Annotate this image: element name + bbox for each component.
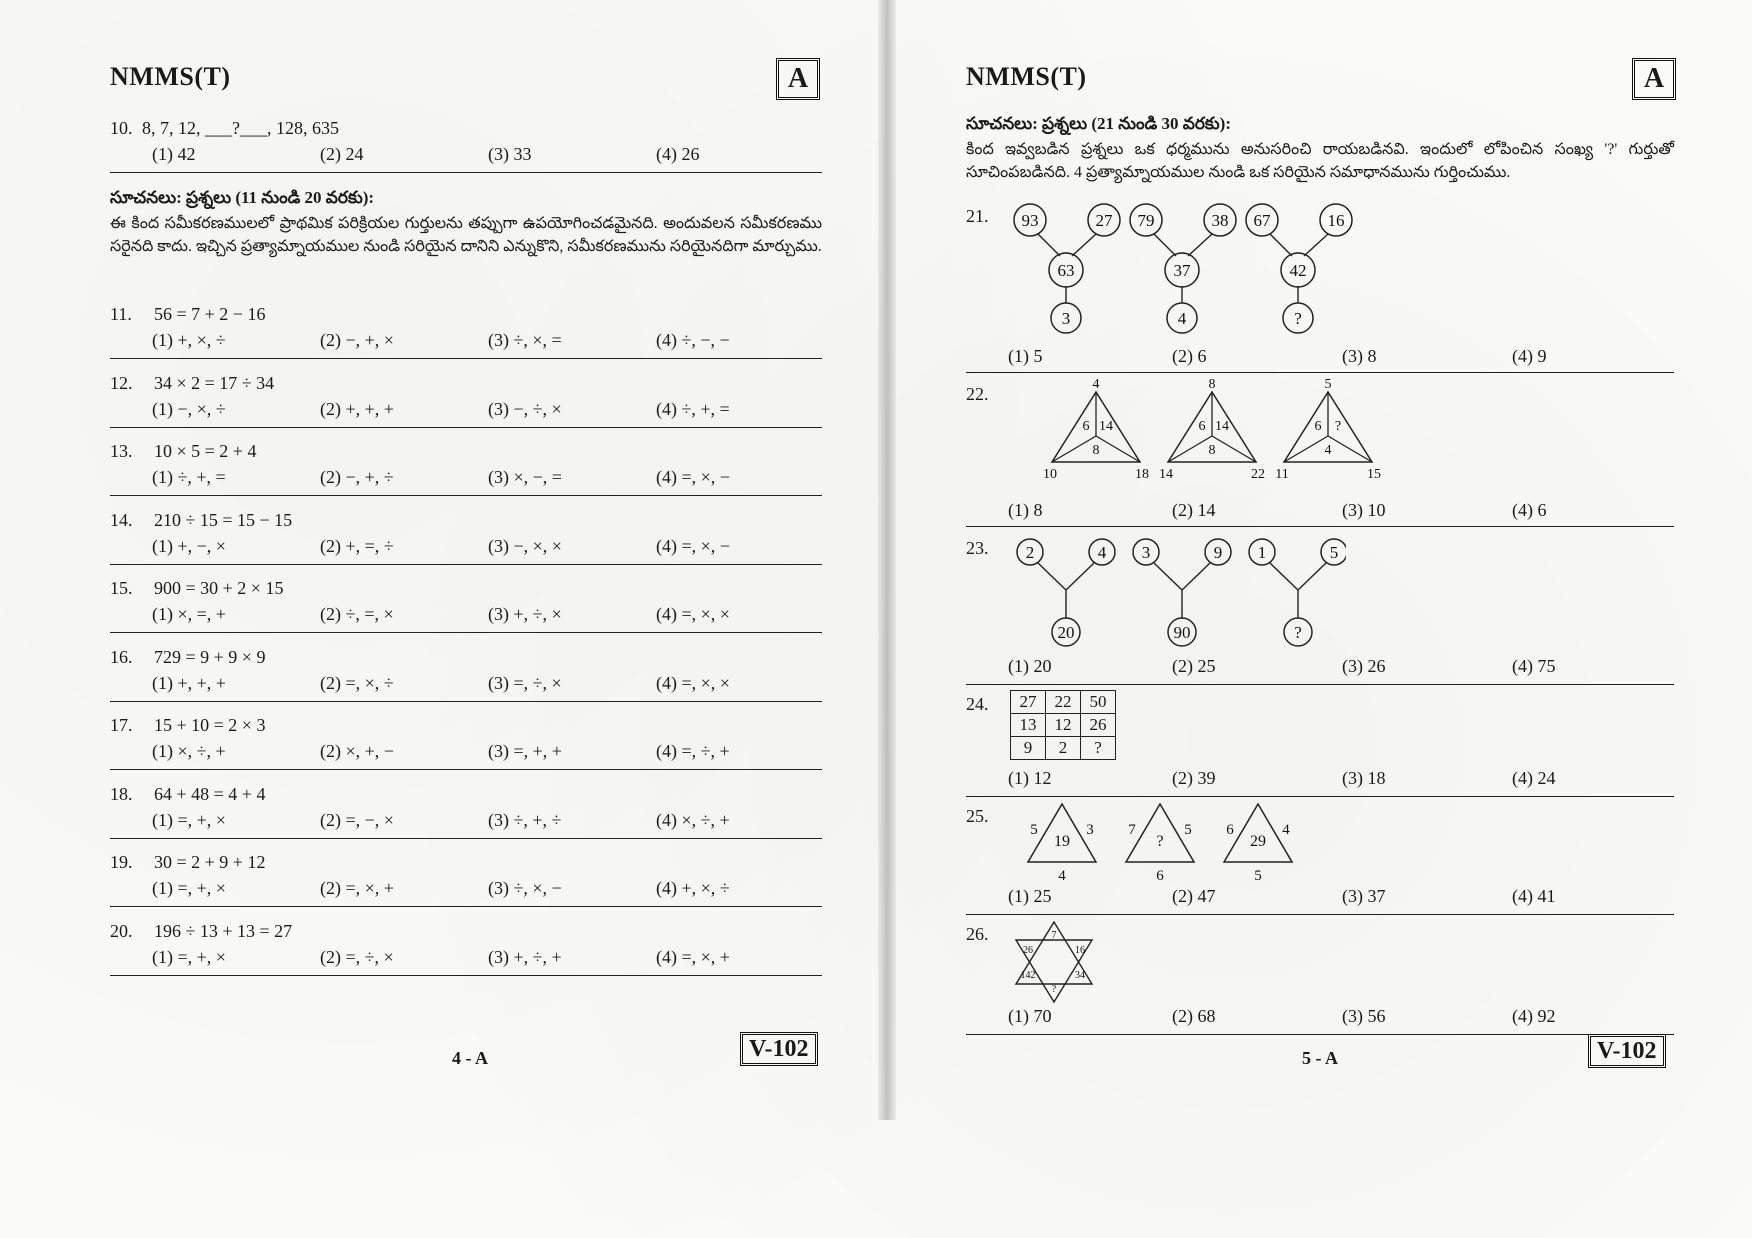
question-number: 19. xyxy=(110,852,133,872)
triangle-right: 3 xyxy=(1086,822,1094,838)
option-4: (4) 9 xyxy=(1512,346,1547,366)
option-2: (2) =, ×, ÷ xyxy=(320,672,394,693)
triangle-base-right: 22 xyxy=(1251,467,1265,482)
option-2: (2) =, ×, + xyxy=(320,878,394,898)
option-1: (1) ×, =, + xyxy=(152,604,226,624)
option-2: (2) 14 xyxy=(1172,500,1216,520)
triangle-right: 4 xyxy=(1282,822,1290,838)
question-24-options xyxy=(1008,768,1716,790)
question-number: 20. xyxy=(110,920,133,941)
question-number: 11. xyxy=(110,304,132,324)
option-2: (2) +, +, + xyxy=(320,398,394,419)
tree-bottom: 20 xyxy=(1057,623,1075,642)
option-1: (1) =, +, × xyxy=(152,946,226,967)
equation-text: 30 = 2 + 9 + 12 xyxy=(154,852,266,872)
tree-bottom: 3 xyxy=(1061,309,1071,328)
set-code-box: A xyxy=(776,58,820,100)
option-4: (4) =, ×, − xyxy=(656,467,730,487)
option-4: (4) 75 xyxy=(1512,656,1556,676)
option-2: (2) 39 xyxy=(1172,768,1216,788)
equation-text: 15 + 10 = 2 × 3 xyxy=(154,715,266,735)
tree-middle: 37 xyxy=(1173,261,1191,280)
option-1: (1) 12 xyxy=(1008,768,1052,788)
question-17-options xyxy=(152,741,864,763)
option-2: (2) 6 xyxy=(1172,346,1207,366)
equation-text: 10 × 5 = 2 + 4 xyxy=(154,441,257,461)
question-20-options xyxy=(152,947,864,969)
option-3: (3) +, ÷, × xyxy=(488,604,562,624)
question-text: 8, 7, 12, ___?___, 128, 635 xyxy=(142,118,339,138)
triangle-inner-bottom: 4 xyxy=(1324,443,1332,458)
question-21-options xyxy=(1008,346,1716,368)
triangle-top: 4 xyxy=(1092,378,1100,392)
tree-right: 9 xyxy=(1213,543,1223,562)
q21-figure xyxy=(1006,198,1386,338)
option-4: (4) =, ×, − xyxy=(656,535,730,556)
connector-line xyxy=(1154,563,1182,590)
triangle-top: 5 xyxy=(1324,378,1332,392)
option-2: (2) −, +, × xyxy=(320,330,394,350)
divider xyxy=(110,769,822,770)
divider xyxy=(110,495,822,496)
question-13-options xyxy=(152,467,864,489)
connector-line xyxy=(1072,234,1096,256)
question-number: 12. xyxy=(110,372,133,393)
inner-line xyxy=(1284,436,1328,462)
tree-top-right: 16 xyxy=(1327,211,1345,230)
triangle-top: 8 xyxy=(1208,378,1216,392)
triangle-left: 6 xyxy=(1314,419,1322,434)
divider xyxy=(110,975,822,976)
question-number: 16. xyxy=(110,646,133,667)
grid-row xyxy=(1011,691,1116,714)
option-1: (1) +, ×, ÷ xyxy=(152,330,226,350)
option-2: (2) 24 xyxy=(320,144,364,164)
option-2: (2) ÷, =, × xyxy=(320,604,394,624)
question-number: 22. xyxy=(966,384,989,404)
instructions-title: సూచనలు: ప్రశ్నలు (11 నుండి 20 వరకు): xyxy=(110,188,375,207)
page-number: 4 - A xyxy=(452,1048,488,1068)
divider xyxy=(966,372,1674,373)
triangle-left: 6 xyxy=(1226,822,1234,838)
option-3: (3) 18 xyxy=(1342,768,1386,788)
option-1: (1) 5 xyxy=(1008,346,1043,366)
connector-line xyxy=(1270,234,1292,256)
q23-figure xyxy=(1006,534,1346,650)
divider xyxy=(110,906,822,907)
question-10-options xyxy=(152,144,864,166)
tree-middle: 42 xyxy=(1289,261,1307,280)
booklet-code: V-102 xyxy=(1588,1034,1666,1068)
question-22-options xyxy=(1008,500,1716,522)
inner-line xyxy=(1212,436,1256,462)
grid-row xyxy=(1011,714,1116,737)
option-4: (4) +, ×, ÷ xyxy=(656,878,730,898)
divider xyxy=(110,632,822,633)
option-4: (4) 24 xyxy=(1512,768,1556,788)
divider xyxy=(966,526,1674,527)
divider xyxy=(110,358,822,359)
question-number: 24. xyxy=(966,694,989,714)
tree-right: 5 xyxy=(1329,543,1339,562)
tree-right: 4 xyxy=(1097,543,1107,562)
divider xyxy=(110,172,822,173)
option-3: (3) =, +, + xyxy=(488,741,562,761)
inner-line xyxy=(1096,436,1140,462)
equation-text: 729 = 9 + 9 × 9 xyxy=(154,646,266,667)
question-number: 25. xyxy=(966,806,989,826)
inner-line xyxy=(1168,436,1212,462)
triangle-bottom: 4 xyxy=(1058,868,1066,884)
option-3: (3) 10 xyxy=(1342,500,1386,520)
option-1: (1) 42 xyxy=(152,144,196,164)
option-2: (2) 68 xyxy=(1172,1006,1216,1026)
option-4: (4) =, ×, + xyxy=(656,946,730,967)
connector-line xyxy=(1188,234,1212,256)
question-26-options xyxy=(1008,1006,1716,1028)
divider xyxy=(966,1034,1674,1035)
option-1: (1) ×, ÷, + xyxy=(152,741,226,761)
option-2: (2) 25 xyxy=(1172,656,1216,676)
tree-top-left: 67 xyxy=(1253,211,1271,230)
option-4: (4) 6 xyxy=(1512,500,1547,520)
option-4: (4) 41 xyxy=(1512,886,1556,906)
tree-top-right: 27 xyxy=(1095,211,1113,230)
triangle-bottom: 6 xyxy=(1156,868,1164,884)
option-4: (4) ×, ÷, + xyxy=(656,809,730,830)
tree-bottom: ? xyxy=(1294,623,1302,642)
option-4: (4) 26 xyxy=(656,144,700,164)
star-bottom: ? xyxy=(1051,984,1057,995)
connector-line xyxy=(1154,234,1176,256)
option-3: (3) 8 xyxy=(1342,346,1377,366)
equation-text: 210 ÷ 15 = 15 − 15 xyxy=(154,509,293,530)
divider xyxy=(966,914,1674,915)
option-3: (3) =, ÷, × xyxy=(488,672,562,693)
tree-bottom: ? xyxy=(1294,309,1302,328)
option-3: (3) 26 xyxy=(1342,656,1386,676)
star-lower-right: 34 xyxy=(1075,970,1085,981)
triangle-center: ? xyxy=(1156,833,1164,850)
equation-text: 34 × 2 = 17 ÷ 34 xyxy=(154,372,275,393)
grid-cell: 2 xyxy=(1046,737,1081,760)
option-3: (3) ÷, ×, = xyxy=(488,330,562,350)
divider xyxy=(966,684,1674,685)
option-1: (1) 20 xyxy=(1008,656,1052,676)
instructions-text: ఈ కింద సమీకరణములలో ప్రాథమిక పరిక్రియల గుర్తులను తప్పుగా ఉపయోగించడమైనది. అందువలన సమీకరణము సరైనది కాదు. ఇచ్చిన ప్రత్యామ్నాయముల నుండి సరియైన దానిని ఎన్నుకొని, సమీకరణమును సరియైనదిగా మార్చుము. xyxy=(110,215,822,255)
grid-cell: 9 xyxy=(1011,737,1046,760)
star-upper-right: 16 xyxy=(1075,945,1085,956)
tree-top-left: 79 xyxy=(1137,211,1155,230)
question-number: 23. xyxy=(966,538,989,558)
question-14-options xyxy=(152,536,864,558)
tree-left: 1 xyxy=(1257,543,1267,562)
connector-line xyxy=(1038,234,1060,256)
divider xyxy=(110,701,822,702)
option-2: (2) =, ÷, × xyxy=(320,946,394,967)
grid-cell: 22 xyxy=(1046,691,1081,714)
option-1: (1) =, +, × xyxy=(152,809,226,830)
question-18-options xyxy=(152,810,864,832)
option-3: (3) 37 xyxy=(1342,886,1386,906)
option-3: (3) 33 xyxy=(488,144,532,164)
equation-text: 56 = 7 + 2 − 16 xyxy=(154,304,266,324)
triangle-center: 19 xyxy=(1054,833,1070,850)
star-upper-left: 26 xyxy=(1023,945,1033,956)
equation-text: 64 + 48 = 4 + 4 xyxy=(154,783,266,804)
page-number: 5 - A xyxy=(1302,1048,1338,1068)
instructions-title: సూచనలు: ప్రశ్నలు (21 నుండి 30 వరకు): xyxy=(966,114,1231,133)
option-2: (2) 47 xyxy=(1172,886,1216,906)
question-number: 17. xyxy=(110,715,133,735)
q25-figure xyxy=(1006,800,1306,884)
triangle-inner-bottom: 8 xyxy=(1208,443,1216,458)
instructions-text: కింద ఇవ్వబడిన ప్రశ్నలు ఒక ధర్మమును అనుసరించి రాయబడినవి. ఇందులో లోపించిన సంఖ్య '?' గుర్తుతో సూచింపబడినది. 4 ప్రత్యామ్నాయముల నుండి ఒక సరియైన సమాధానమును గుర్తించుము. xyxy=(966,141,1674,181)
option-4: (4) ÷, +, = xyxy=(656,398,730,419)
triangle-center: 29 xyxy=(1250,833,1266,850)
option-2: (2) =, −, × xyxy=(320,809,394,830)
option-4: (4) =, ÷, + xyxy=(656,741,730,761)
grid-cell: 27 xyxy=(1011,691,1046,714)
option-3: (3) −, ×, × xyxy=(488,535,562,556)
tree-bottom: 90 xyxy=(1173,623,1191,642)
tree-top-left: 93 xyxy=(1021,211,1039,230)
connector-line xyxy=(1304,234,1328,256)
option-1: (1) =, +, × xyxy=(152,878,226,898)
option-1: (1) +, +, + xyxy=(152,672,226,693)
q24-number-grid xyxy=(1010,690,1116,760)
question-23-options xyxy=(1008,656,1716,678)
option-3: (3) 56 xyxy=(1342,1006,1386,1026)
page-header: NMMS(T) xyxy=(966,62,1087,91)
question-25-options xyxy=(1008,886,1716,908)
grid-cell: 13 xyxy=(1011,714,1046,737)
tree-left: 3 xyxy=(1141,543,1151,562)
connector-line xyxy=(1038,563,1066,590)
option-1: (1) ÷, +, = xyxy=(152,467,226,487)
question-number: 26. xyxy=(966,924,989,944)
set-code-box: A xyxy=(1632,58,1676,100)
tree-top-right: 38 xyxy=(1211,211,1229,230)
option-4: (4) =, ×, × xyxy=(656,672,730,693)
option-4: (4) 92 xyxy=(1512,1006,1556,1026)
triangle-right: 14 xyxy=(1215,419,1229,434)
option-2: (2) −, +, ÷ xyxy=(320,467,394,487)
connector-line xyxy=(1066,563,1094,590)
triangle-left: 7 xyxy=(1128,822,1136,838)
inner-line xyxy=(1328,436,1372,462)
question-number: 18. xyxy=(110,783,133,804)
inner-line xyxy=(1052,436,1096,462)
grid-cell: 12 xyxy=(1046,714,1081,737)
option-3: (3) ×, −, = xyxy=(488,467,562,487)
q26-figure xyxy=(1006,916,1106,1008)
triangle-right: 5 xyxy=(1184,822,1192,838)
connector-line xyxy=(1298,563,1326,590)
option-2: (2) +, =, ÷ xyxy=(320,535,394,556)
triangle-bottom: 5 xyxy=(1254,868,1262,884)
option-1: (1) +, −, × xyxy=(152,535,226,556)
triangle-right: ? xyxy=(1334,419,1342,434)
question-number: 13. xyxy=(110,441,133,461)
option-1: (1) 25 xyxy=(1008,886,1052,906)
divider xyxy=(110,427,822,428)
question-number: 10. xyxy=(110,118,133,138)
question-11-options xyxy=(152,330,864,352)
page-gutter xyxy=(878,0,896,1120)
option-3: (3) −, ÷, × xyxy=(488,398,562,419)
tree-left: 2 xyxy=(1025,543,1035,562)
booklet-code: V-102 xyxy=(740,1032,818,1066)
triangle-base-right: 15 xyxy=(1367,467,1381,482)
option-3: (3) ÷, +, ÷ xyxy=(488,809,562,830)
triangle-base-right: 18 xyxy=(1135,467,1149,482)
option-1: (1) 8 xyxy=(1008,500,1043,520)
q22-figure xyxy=(1006,378,1386,484)
option-4: (4) =, ×, × xyxy=(656,604,730,624)
equation-text: 196 ÷ 13 + 13 = 27 xyxy=(154,920,293,941)
grid-cell: 50 xyxy=(1081,691,1116,714)
tree-bottom: 4 xyxy=(1177,309,1187,328)
question-19-options xyxy=(152,878,864,900)
question-number: 21. xyxy=(966,206,989,226)
triangle-left: 6 xyxy=(1198,419,1206,434)
connector-line xyxy=(1182,563,1210,590)
question-12-options xyxy=(152,399,864,421)
option-2: (2) ×, +, − xyxy=(320,741,394,761)
tree-middle: 63 xyxy=(1057,261,1075,280)
question-number: 14. xyxy=(110,509,133,530)
divider xyxy=(110,838,822,839)
option-1: (1) 70 xyxy=(1008,1006,1052,1026)
grid-cell: 26 xyxy=(1081,714,1116,737)
connector-line xyxy=(1270,563,1298,590)
triangle-base-left: 14 xyxy=(1159,467,1173,482)
triangle-base-left: 11 xyxy=(1275,467,1289,482)
option-1: (1) −, ×, ÷ xyxy=(152,398,226,419)
question-number: 15. xyxy=(110,578,133,598)
divider xyxy=(110,564,822,565)
triangle-left: 5 xyxy=(1030,822,1038,838)
question-15-options xyxy=(152,604,864,626)
star-lower-left: 142 xyxy=(1020,970,1036,981)
star-top: 7 xyxy=(1051,930,1057,941)
equation-text: 900 = 30 + 2 × 15 xyxy=(154,578,284,598)
page-header: NMMS(T) xyxy=(110,62,231,91)
option-4: (4) ÷, −, − xyxy=(656,330,730,350)
option-3: (3) +, ÷, + xyxy=(488,946,562,967)
triangle-left: 6 xyxy=(1082,419,1090,434)
grid-cell: ? xyxy=(1081,737,1116,760)
triangle-base-left: 10 xyxy=(1043,467,1057,482)
triangle-inner-bottom: 8 xyxy=(1092,443,1100,458)
option-3: (3) ÷, ×, − xyxy=(488,878,562,898)
divider xyxy=(966,796,1674,797)
grid-row xyxy=(1011,737,1116,760)
question-16-options xyxy=(152,673,864,695)
triangle-right: 14 xyxy=(1099,419,1113,434)
